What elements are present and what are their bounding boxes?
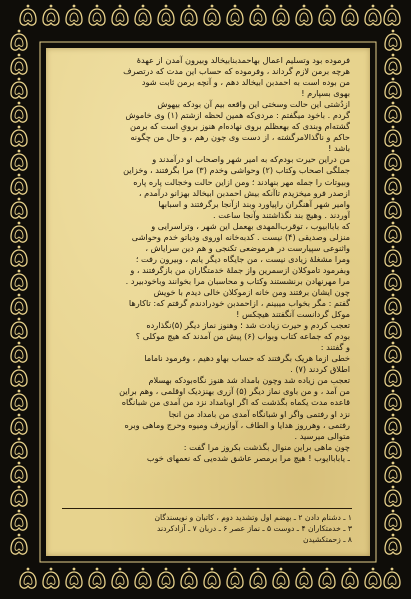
- text-line: موکل گردانست آنگفتند هیچکس !: [236, 309, 350, 320]
- footnote-divider: [62, 508, 352, 509]
- body-text: [62, 55, 350, 503]
- text-line: من دراین حیرت بودم‌که به امیر شهر واصحاب او درآمدند و: [152, 154, 350, 165]
- text-line: متوالی میرسید .: [294, 430, 350, 441]
- footnotes: [62, 512, 352, 545]
- text-line: ومرا مشغلهٔ زیادی نیست ، من جایگاه دیگر یابم ، وبیرون رفت ؛: [135, 253, 350, 264]
- text-line: بودم که جماعه کتاب وبواب (۶) پیش من آمدند که هیچ موکلی ؟: [135, 331, 350, 342]
- text-line: و گفتند :: [320, 342, 350, 353]
- text-line: وامیر شهر آهنگران راپیاورد وبند ازآنجا برگرفتند و اسبابها: [158, 198, 350, 209]
- text-line: رفتمی ، وهرروز هدایا و الطاف ، آوازیرف ومیوه وحرج وماهی وبره: [124, 419, 350, 430]
- text-line: چون ایشان برفتند ومن خانه ازموکلان خالی دیدم با خویش: [153, 286, 350, 297]
- footnote-line: ۱ ـ دشنام دادن ۲ ـ بهضم اول وتشدید دوم ، کاتبان و نویسندگان: [154, 513, 352, 522]
- footnote-line: ۳ ـ خدمتکاران ۴ ـ دوست ۵ ـ نماز عصر ۶ ـ دربان ۷ ـ آزادکردند: [157, 524, 352, 533]
- text-line: بهوی بسپارم !: [301, 88, 350, 99]
- text-line: واثنوعی سپیارست در هرموضعی تکنجی و هم دین سرایاش ،: [145, 242, 350, 253]
- text-line: که باباابیوب ، توقرب‌المهدی بهعمل این شهر ، وتراسرایی و: [151, 220, 350, 231]
- text-line: باشد !: [328, 143, 350, 154]
- text-line: تعجب کردم و حیرت زیادت شد ؛ وهنوز نماز دیگر (۵)نگذارده: [146, 320, 350, 331]
- text-line: قاعده مدت یکماه بگذشت که اگر اوبامداد نزد من آمدی من شبانگاه: [121, 397, 350, 408]
- text-line: ازدُشتی این حالت وسختی این واقعه بیم آن بودکه بیهوش: [157, 99, 350, 110]
- border-top: [20, 5, 400, 26]
- text-line: گردم . باخود میگفتم : مردی‌که همین لحظه ازشتم (۱) وی خاموش: [125, 110, 350, 121]
- border-bottom: [20, 568, 400, 589]
- border-left: [11, 30, 27, 555]
- text-line: منزلی وصدیقی (۴) نیست . کدبه‌خانه اوروی ودیاتو خدم وحواشی: [131, 231, 350, 242]
- text-line: گفتم : مگر بخواب میبینم ، ازاحمدبن خودرادندم گرفتم که: تاکارها: [128, 298, 350, 309]
- text-line: ازصدر فرو میخزیدم تاآنکه بیش احمدبن ابیخالد بهزانو درآمدم ،: [138, 187, 350, 198]
- text-line: جملگی اصحاب وکتاب (۲) وحواشی وخدم (۳) مرا بگرفتند ، وخزاین: [123, 165, 350, 176]
- text-line: نزد او رفتمی واگر او شبانگاه آمدی من بامداد من انجا: [168, 408, 350, 419]
- border-right: [385, 30, 401, 555]
- text-line: چون ماهی براین منوال بگذشت بکروز مرا گفت :: [183, 441, 350, 452]
- text-line: گشته‌ام وبندی که بهعظلم بروی نهاده‌ام هنوز برویِ است که برمن: [130, 121, 350, 132]
- text-line: هرچه برمن لازم گرداند ، وفرموده که حساب این مدت که درتصرف: [123, 66, 350, 77]
- text-line: وبفرمود تاموکلان ازسمرین واز جملهٔ خدمتگاران من بازگرفتند ، و: [130, 264, 350, 275]
- text-line: آوردند . وهیچ بند نگذاشتند وآنجا ساعت .: [213, 209, 350, 220]
- text-line: مرا مهرنهادن برنشستند وکتاب و محاسبان مرا بخوانند وباخودبیرد .: [125, 275, 350, 286]
- text-line: اطلاق کردند (۷) .: [290, 364, 350, 375]
- text-line: حاکم و ناگذالامرگشته ، از دست وی چون رهم ، و حال من چگونه: [130, 132, 350, 143]
- text-line: وبیوتات را جمله مهر بنهادند ؛ ومن ازاین حالت وخجالت پاره پاره: [133, 176, 350, 187]
- text-line: فرموده بود وتسلیم اعمال بهاحمدبنابیخالد وبیرون آمدن از عهدهٔ: [136, 55, 350, 65]
- footnote-line: ۸ ـ زحمتکشیدن: [302, 535, 352, 544]
- text-line: خطی ازما هریک بگرفتند که حساب بهاو دهیم ، وفرمود ناماما: [144, 353, 350, 364]
- text-line: من بوده است به احمدبن ابیخالد دهم ، و آنچه برمن ثابت شود: [141, 77, 350, 88]
- text-line: من آمد ، و من باوی نماز دیگر (۵) آزری بهنزدیک اوقلمی ، وهم براین: [119, 386, 350, 397]
- text-line: تعجب من زیاده شد وچون بامداد شد هنوز نگاه‌بودکه بهسلام: [148, 375, 350, 386]
- text-line: ـ ياباباايوب ! هيچ مرا برمصر عاشق شده‌یی که نعمهای خوب: [146, 452, 350, 463]
